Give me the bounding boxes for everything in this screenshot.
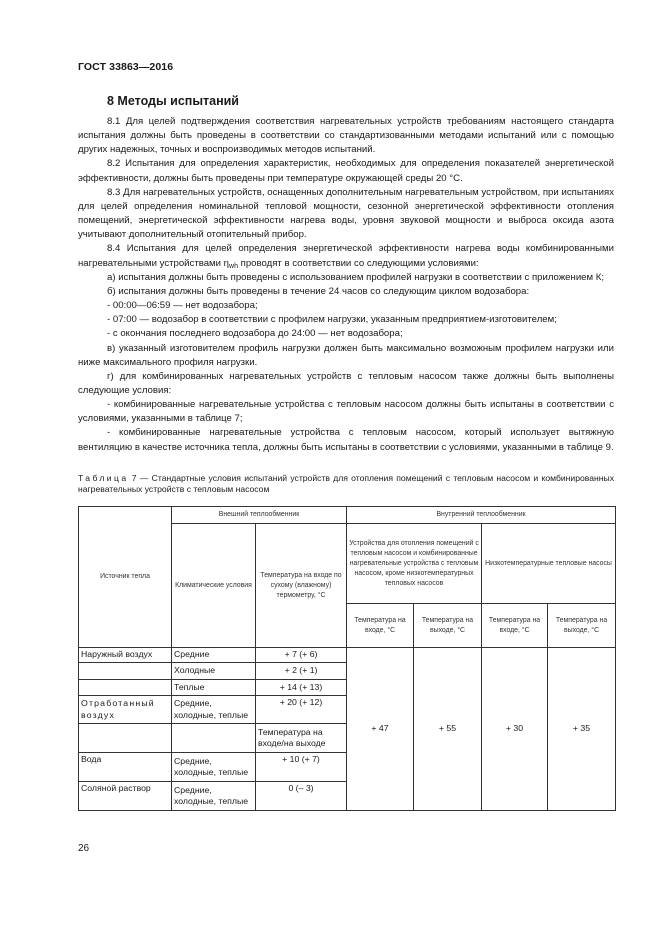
eta-subscript: wh xyxy=(229,262,238,270)
cell-source xyxy=(79,663,172,680)
item-g-dash-2: - комбинированные нагревательные устройства с тепловым насосом, который использует вытяжную вентиляцию в качестве источника тепла, должны быть испытаны в соответствии с условиями, указанными в таблице 9. xyxy=(78,427,614,453)
paragraph-8-3: 8.3 Для нагревательных устройств, оснащенных дополнительным нагревательным устройством, при испытаниях для целей определения номинальной тепловой мощности, сезонной энергетической эффективности отопления помещений, энергетической эффективности нагрева воды, уровня звуковой мощности и выброса оксида азота учитывают дополнительный отопительный прибор. xyxy=(78,186,614,241)
cell-climate: Средние, холодные, теплые xyxy=(172,782,256,811)
page-number: 26 xyxy=(78,843,90,854)
item-b-dash-1: - 00:00—06:59 — нет водозабора; xyxy=(107,300,258,312)
cell-source: Наружный воздух xyxy=(79,648,172,663)
cell-source: Соляной раствор xyxy=(79,782,172,811)
cell-source: Вода xyxy=(79,753,172,782)
header-climate-conditions: Климатические условия xyxy=(172,524,256,648)
cell-temp: 0 (– 3) xyxy=(256,782,347,811)
cell-inlet-temp-1: + 47 xyxy=(347,648,414,811)
paragraph-8-2: 8.2 Испытания для определения характеристик, необходимых для определения показателей энергетической эффективности, должны быть проведены при температуре окружающей среды 20 °С. xyxy=(78,158,614,184)
cell-climate: Холодные xyxy=(172,663,256,680)
header-inlet-temp-dry-bulb: Температура на входе по сухому (влажному) термометру, °С xyxy=(256,524,347,648)
cell-climate: Средние xyxy=(172,648,256,663)
cell-inlet-temp-2: + 30 xyxy=(482,648,548,811)
cell-climate: Теплые xyxy=(172,680,256,696)
item-b-dash-3: - с окончания последнего водозабора до 24:00 — нет водозабора; xyxy=(107,328,403,340)
standard-code: ГОСТ 33863—2016 xyxy=(78,61,174,73)
cell-outlet-temp-2: + 35 xyxy=(548,648,616,811)
paragraph-8-4-text: 8.4 Испытания для целей определения энергетической эффективности нагрева воды комбинированными нагревательными устройствами η xyxy=(78,243,614,269)
header-internal-exchanger: Внутренний теплообменник xyxy=(347,507,616,524)
table-7 xyxy=(78,506,616,811)
header-outlet-temp-1: Температура на выходе, °С xyxy=(414,604,482,648)
cell-temp: + 2 (+ 1) xyxy=(256,663,347,680)
cell-temp: + 10 (+ 7) xyxy=(256,753,347,782)
item-b-dash-2: - 07:00 — водозабор в соответствии с профилем нагрузки, указанным предприятием-изготовителем; xyxy=(107,314,557,326)
cell-source xyxy=(79,680,172,696)
cell-temp: + 20 (+ 12) xyxy=(256,696,347,724)
header-inlet-temp-2: Температура на входе, °С xyxy=(482,604,548,648)
header-inlet-temp-1: Температура на входе, °С xyxy=(347,604,414,648)
header-heat-source: Источник тепла xyxy=(79,507,172,648)
header-heat-pump-devices: Устройства для отопления помещений с тепловым насосом и комбинированные нагревательные устройства с тепловым насосом, кроме низкотемпературных тепловых насосов xyxy=(347,524,482,604)
item-v: в) указанный изготовителем профиль нагрузки должен быть максимально возможным профилем нагрузки или ниже максимального профиля нагрузки. xyxy=(78,342,614,368)
cell-source xyxy=(79,724,172,753)
header-outlet-temp-2: Температура на выходе, °С xyxy=(548,604,616,648)
cell-outlet-temp-1: + 55 xyxy=(414,648,482,811)
section-title: 8 Методы испытаний xyxy=(107,94,239,108)
paragraph-8-4-tail: проводят в соответствии со следующими условиями: xyxy=(237,257,479,269)
cell-climate: Средние, холодные, теплые xyxy=(172,753,256,782)
table-caption-label: Таблица xyxy=(78,473,129,483)
paragraph-8-1: 8.1 Для целей подтверждения соответствия нагревательных устройств требованиям настоящего стандарта испытания должны быть проведены в соответствии со стандартизованными методами испытаний или с помощью других надежных, точных и воспроизводимых методов испытаний. xyxy=(78,116,614,156)
header-low-temp-heat-pumps: Низкотемпературные тепловые насосы xyxy=(482,524,616,604)
item-b: б) испытания должны быть проведены в течение 24 часов со следующим циклом водозабора: xyxy=(107,285,530,297)
cell-temp: + 7 (+ 6) xyxy=(256,648,347,663)
paragraph-8-4 xyxy=(78,242,614,270)
header-external-exchanger: Внешний теплообменник xyxy=(172,507,347,524)
cell-climate xyxy=(172,724,256,753)
cell-source: Отработанный воздух xyxy=(79,696,172,724)
body-text xyxy=(78,115,614,455)
cell-climate: Средние, холодные, теплые xyxy=(172,696,256,724)
item-g: г) для комбинированных нагревательных устройств с тепловым насосом также должны быть выполнены следующие условия: xyxy=(78,370,614,396)
cell-temp: Температура на входе/на выходе xyxy=(256,724,347,753)
table-caption xyxy=(78,473,614,496)
item-a: а) испытания должны быть проведены с использованием профилей нагрузки в соответствии с приложением К; xyxy=(107,271,605,283)
cell-temp: + 14 (+ 13) xyxy=(256,680,347,696)
table-caption-text: 7 — Стандартные условия испытаний устройств для отопления помещений с тепловым насосом и комбинированных нагревательных устройств с тепловым насосом xyxy=(78,473,614,495)
item-g-dash-1: - комбинированные нагревательные устройства с тепловым насосом должны быть испытаны в соответствии с условиями, указанными в таблице 7; xyxy=(78,399,614,425)
